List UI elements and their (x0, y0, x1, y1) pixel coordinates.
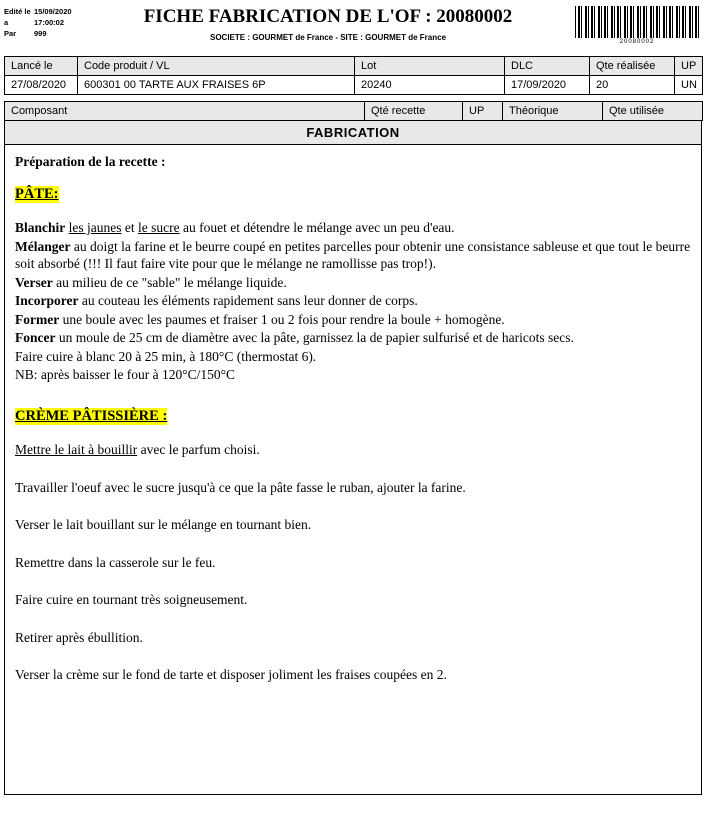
company-site-line: SOCIETE : GOURMET de France - SITE : GOURMET de France (209, 33, 447, 42)
creme-step-7 (15, 666, 691, 684)
barcode-block (572, 4, 702, 45)
print-meta-label: Par (4, 29, 17, 38)
pate-step-1 (15, 219, 691, 237)
creme-step-6 (15, 629, 691, 647)
creme-heading: CRÈME PÂTISSIÈRE : (15, 407, 168, 424)
col-header-dlc: DLC (505, 57, 590, 76)
print-meta (4, 4, 84, 39)
print-meta-value: 999 (34, 29, 47, 38)
creme-step-3-rest: Verser le lait bouillant sur le mélange en tournant bien. (15, 517, 312, 532)
composant-table (4, 101, 703, 121)
col-header-qte-utilisee: Qte utilisée (603, 102, 703, 121)
pate-step-6-text: un moule de 25 cm de diamètre avec la pâte, garnissez la de papier sulfurisé et de haricots secs. (55, 330, 574, 345)
spacer (15, 425, 691, 441)
print-meta-row (4, 17, 84, 28)
cell-code-produit: 600301 00 TARTE AUX FRAISES 6P (78, 76, 355, 95)
pate-step-3 (15, 274, 691, 292)
spacer (15, 385, 691, 407)
col-header-qte-realisee: Qte réalisée (590, 57, 675, 76)
print-meta-value: 17:00:02 (34, 18, 65, 27)
table-header-row (5, 57, 703, 76)
pate-step-2-verb: Mélanger (15, 238, 71, 254)
creme-step-3 (15, 516, 691, 534)
pate-step-8 (15, 366, 691, 384)
table-row (5, 76, 703, 95)
composant-table-wrap (4, 101, 702, 145)
col-header-theorique: Théorique (503, 102, 603, 121)
page-title: FICHE FABRICATION DE L'OF : 20080002 (143, 6, 513, 27)
pate-step-8-text: NB: après baisser le four à 120°C/150°C (15, 367, 236, 382)
creme-step-4 (15, 554, 691, 572)
pate-step-2-text: au doigt la farine et le beurre coupé en petites parcelles pour obtenir une consistance sableuse et que tout le beurre soit absorbé (!!! Il faut faire vite pour que le mélange ne ramollisse pas trop!). (15, 238, 691, 271)
pate-steps (15, 219, 691, 384)
recipe-body (4, 145, 702, 795)
print-meta-row (4, 6, 84, 17)
of-table (4, 56, 703, 95)
print-meta-row (4, 28, 84, 39)
pate-step-1-t1: les jaunes (68, 220, 122, 235)
col-header-qte-recette: Qté recette (365, 102, 463, 121)
print-meta-label: Edité le (4, 7, 31, 16)
creme-step-1-underlined: Mettre le lait à bouillir (15, 442, 138, 457)
creme-step-4-rest: Remettre dans la casserole sur le feu. (15, 554, 216, 570)
pate-step-4-text: au couteau les éléments rapidement sans leur donner de corps. (78, 293, 418, 308)
preparation-title: Préparation de la recette : (15, 154, 166, 169)
table-header-row (5, 102, 703, 121)
pate-step-1-t2: et (121, 220, 139, 235)
creme-step-5 (15, 591, 691, 609)
col-header-lance-le: Lancé le (5, 57, 78, 76)
pate-step-5-verb: Former (15, 311, 60, 327)
cell-dlc: 17/09/2020 (505, 76, 590, 95)
col-header-lot: Lot (355, 57, 505, 76)
pate-step-2 (15, 238, 691, 273)
pate-heading-wrap (15, 185, 691, 220)
creme-step-2-rest: Travailler l'oeuf avec le sucre jusqu'à ce que la pâte fasse le ruban, ajouter la farine. (15, 479, 466, 495)
barcode-icon (575, 6, 699, 38)
pate-step-1-t4: au fouet et détendre le mélange avec un peu d'eau. (179, 220, 455, 235)
cell-qte-realisee: 20 (590, 76, 675, 95)
creme-step-1-rest: avec le parfum choisi. (137, 442, 260, 457)
creme-step-2 (15, 479, 691, 497)
print-meta-value: 15/09/2020 (34, 7, 72, 16)
creme-step-5-rest: Faire cuire en tournant très soigneusement. (15, 592, 248, 607)
creme-steps (15, 441, 691, 684)
fabrication-band: FABRICATION (4, 121, 702, 145)
pate-step-3-text: au milieu de ce "sable" le mélange liquide. (52, 274, 287, 290)
creme-step-6-rest: Retirer après ébullition. (15, 629, 143, 645)
creme-step-1 (15, 441, 691, 459)
pate-step-6 (15, 329, 691, 347)
pate-step-5 (15, 311, 691, 329)
cell-up: UN (675, 76, 703, 95)
col-header-composant: Composant (5, 102, 365, 121)
pate-step-1-t3: le sucre (138, 220, 180, 235)
pate-step-4-verb: Incorporer (15, 293, 79, 308)
pate-step-4 (15, 292, 691, 310)
of-table-wrap (4, 56, 702, 95)
creme-heading-wrap (15, 407, 691, 426)
pate-step-7-text: Faire cuire à blanc 20 à 25 min, à 180°C (thermostat 6). (15, 348, 317, 364)
pate-step-5-text: une boule avec les paumes et fraiser 1 ou 2 fois pour rendre la boule + homogène. (59, 311, 505, 327)
cell-lance-le: 27/08/2020 (5, 76, 78, 95)
print-meta-label: a (4, 18, 9, 27)
col-header-code-produit: Code produit / VL (78, 57, 355, 76)
pate-step-6-verb: Foncer (15, 330, 56, 345)
barcode-number: 20080002 (619, 39, 655, 45)
pate-step-3-verb: Verser (15, 274, 53, 290)
col-header-up2: UP (463, 102, 503, 121)
creme-step-7-rest: Verser la crème sur le fond de tarte et disposer joliment les fraises coupées en 2. (15, 667, 447, 682)
pate-step-1-verb: Blanchir (15, 220, 66, 235)
document-title-block (84, 4, 572, 42)
pate-step-7 (15, 348, 691, 366)
document-header (0, 0, 706, 56)
cell-lot: 20240 (355, 76, 505, 95)
pate-heading: PÂTE: (15, 185, 59, 202)
col-header-up: UP (675, 57, 703, 76)
